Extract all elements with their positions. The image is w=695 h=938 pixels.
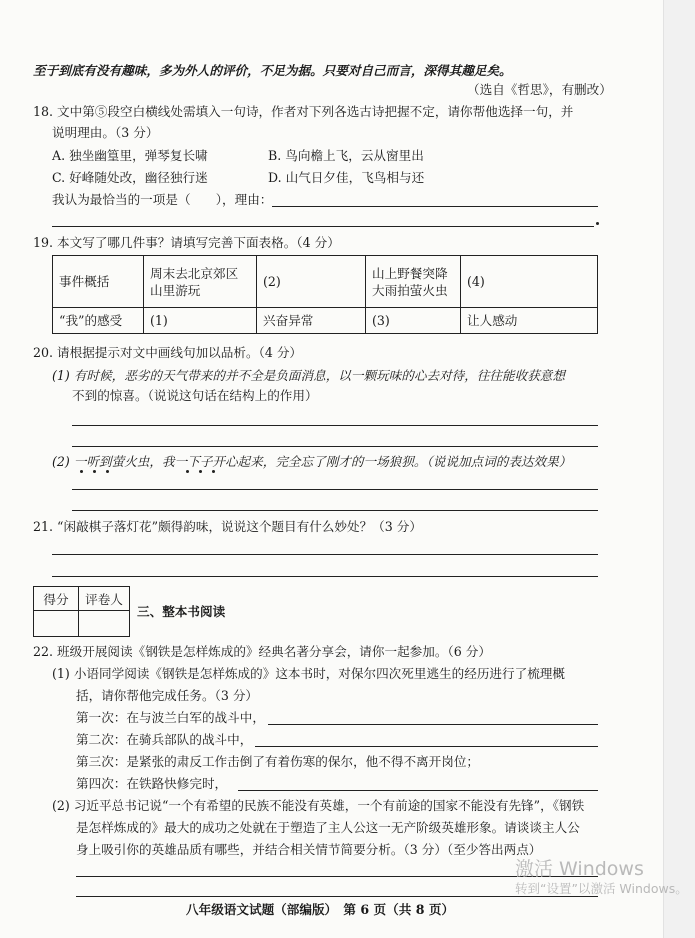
table-row [53, 256, 598, 308]
q18-option-d: D. 山气日夕佳，飞鸟相与还 [268, 170, 425, 185]
intro-line: 至于到底有没有趣味，多为外人的评价，不足为据。只要对自己而言，深得其趣足矣。 [33, 63, 512, 78]
q22-sub2-cont: 身上吸引你的英雄品质有哪些，并结合相关情节简要分析。（3 分）（至少答出两点） [76, 842, 542, 857]
period-mark [596, 222, 599, 225]
score-box [33, 586, 130, 637]
answer-line[interactable] [268, 724, 598, 725]
emphasis-dot [93, 470, 96, 473]
q22-third-escape: 第三次：是紧张的肃反工作击倒了有着伤寒的保尔，他不得不离开岗位； [76, 754, 479, 769]
table-cell[interactable]: (4) [461, 256, 598, 308]
q18-option-b: B. 鸟向檐上飞，云从窗里出 [268, 148, 424, 163]
q22-sub2-cont: 是怎样炼成的》最大的成功之处就在于塑造了主人公这一无产阶级英雄形象。请谈谈主人公 [76, 820, 580, 835]
answer-line[interactable] [52, 576, 598, 577]
table-cell[interactable]: (3) [366, 308, 461, 334]
answer-line[interactable] [72, 425, 598, 426]
emphasis-dot [212, 470, 215, 473]
q18-answer-prompt: 我认为最恰当的一项是（ ），理由： [52, 192, 273, 207]
score-cell[interactable] [34, 611, 79, 637]
answer-line[interactable] [238, 790, 598, 791]
q20-stem: 20. 请根据提示对文中画线句加以品析。（4 分） [33, 345, 303, 360]
grader-label: 评卷人 [79, 587, 130, 611]
answer-line[interactable] [272, 206, 598, 207]
table-cell: “我”的感受 [53, 308, 144, 334]
table-cell: 山上野餐突降大雨拍萤火虫 [366, 256, 461, 308]
q19-stem: 19. 本文写了哪几件事？请填写完善下面表格。（4 分） [33, 235, 340, 250]
q18-option-a: A. 独坐幽篁里，弹琴复长啸 [52, 148, 208, 163]
q21-stem: 21. “闲敲棋子落灯花”颇得韵味，说说这个题目有什么妙处？（3 分） [33, 519, 422, 534]
table-cell: 周末去北京郊区山里游玩 [144, 256, 257, 308]
q22-sub2: (2) 习近平总书记说“一个有希望的民族不能没有英雄，一个有前途的国家不能没有先锋”，《钢铁 [52, 798, 585, 813]
table-cell: 让人感动 [461, 308, 598, 334]
table-row [34, 587, 130, 611]
answer-line[interactable] [255, 746, 598, 747]
answer-line[interactable] [72, 446, 598, 447]
q18-stem-cont: 说明理由。（3 分） [52, 125, 159, 140]
grader-cell[interactable] [79, 611, 130, 637]
emphasis-dot [186, 470, 189, 473]
q22-first-escape: 第一次：在与波兰白军的战斗中， [76, 710, 265, 725]
scrollbar[interactable] [663, 0, 695, 938]
source-note: （选自《哲思》，有删改） [467, 82, 612, 97]
table-cell[interactable]: (1) [144, 308, 257, 334]
score-label: 得分 [34, 587, 79, 611]
q20-sub1: (1) 有时候，恶劣的天气带来的并不全是负面消息，以一颗玩味的心去对待，往往能收获意想 [52, 368, 565, 383]
q22-stem: 22. 班级开展阅读《钢铁是怎样炼成的》经典名著分享会，请你一起参加。（6 分） [33, 644, 491, 659]
activation-watermark-title: 激活 Windows [515, 858, 644, 880]
answer-line[interactable] [72, 489, 598, 490]
event-table [52, 255, 598, 334]
answer-line[interactable] [52, 226, 594, 227]
table-cell[interactable]: (2) [257, 256, 366, 308]
table-row [53, 308, 598, 334]
q22-sub1: (1) 小语同学阅读《钢铁是怎样炼成的》这本书时，对保尔四次死里逃生的经历进行了梳理概 [52, 666, 565, 681]
q18-stem: 18. 文中第⑤段空白横线处需填入一句诗，作者对下列各选古诗把握不定，请你帮他选择一句，并 [33, 104, 574, 119]
answer-line[interactable] [52, 554, 598, 555]
answer-line[interactable] [72, 510, 598, 511]
section-3-title: 三、整本书阅读 [137, 604, 226, 619]
q22-sub1-cont: 括，请你帮他完成任务。（3 分） [76, 688, 259, 703]
emphasis-dot [106, 470, 109, 473]
q18-option-c: C. 好峰随处改，幽径独行迷 [52, 170, 208, 185]
emphasis-dot [199, 470, 202, 473]
q20-sub2: (2) 一听到萤火虫，我一下子开心起来，完全忘了刚才的一场狼狈。（说说加点词的表达效果） [52, 454, 572, 469]
table-row [34, 611, 130, 637]
activation-watermark-hint: 转到“设置”以激活 Windows。 [515, 881, 688, 896]
table-cell: 事件概括 [53, 256, 144, 308]
q22-fourth-escape: 第四次：在铁路快修完时， [76, 776, 228, 791]
q22-second-escape: 第二次：在骑兵部队的战斗中， [76, 732, 253, 747]
page-footer: 八年级语文试题（部编版） 第 6 页（共 8 页） [186, 902, 455, 917]
q20-sub1-cont: 不到的惊喜。（说说这句话在结构上的作用） [72, 388, 318, 403]
emphasis-dot [80, 470, 83, 473]
table-cell: 兴奋异常 [257, 308, 366, 334]
